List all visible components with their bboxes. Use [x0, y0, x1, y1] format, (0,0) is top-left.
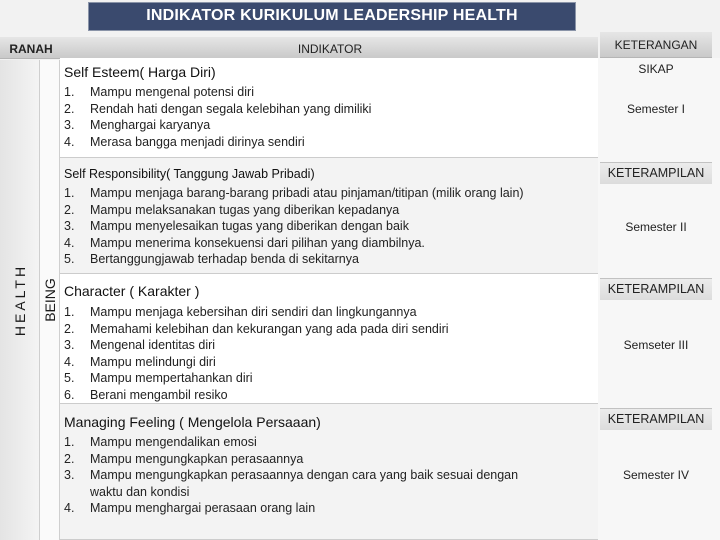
item-text: Mampu mengendalikan emosi	[90, 435, 257, 449]
keterangan-keterampilan: KETERAMPILAN	[600, 408, 712, 430]
item-number: 5.	[64, 371, 75, 385]
column-header-ranah: RANAH	[0, 37, 62, 59]
item-number: 1.	[64, 305, 75, 319]
item-number: 2.	[64, 321, 75, 336]
list-item	[64, 117, 594, 134]
item-number: 1.	[64, 85, 75, 99]
item-number: 4.	[64, 501, 75, 515]
list-item	[64, 101, 594, 118]
item-number: 3.	[64, 219, 75, 233]
item-text: Mampu melaksanakan tugas yang diberikan kepadanya	[90, 202, 400, 217]
semester-label: Semester IV	[622, 468, 690, 482]
item-text: Mampu mengenal potensi diri	[90, 85, 254, 99]
list-item	[64, 202, 594, 219]
item-number: 3.	[64, 338, 75, 352]
keterangan-keterampilan: KETERAMPILAN	[600, 162, 712, 184]
list-item	[64, 500, 594, 517]
column-header-indikator: INDIKATOR	[62, 37, 598, 59]
section-title: Managing Feeling ( Mengelola Persaaan)	[64, 414, 321, 430]
section-self-responsibility	[60, 158, 598, 274]
item-number: 3.	[64, 468, 75, 482]
item-text: Mampu mempertahankan diri	[90, 371, 253, 385]
list-item	[64, 387, 594, 404]
item-text: Mampu mengungkapkan perasaannya	[90, 451, 304, 466]
title-banner	[88, 2, 576, 31]
item-number: 1.	[64, 186, 75, 200]
semester-label: Semester I	[626, 102, 686, 116]
item-text: Bertanggungjawab terhadap benda di sekitarnya	[90, 252, 359, 266]
list-item	[64, 251, 594, 268]
section-title: Self Responsibility( Tanggung Jawab Pribadi)	[64, 167, 315, 181]
ranah-health-label: HEALTH	[11, 263, 28, 337]
column-header-keterangan: KETERANGAN	[600, 32, 712, 58]
indicator-list	[64, 185, 594, 268]
list-item	[64, 354, 594, 371]
ranah-being-label: BEING	[41, 278, 58, 322]
list-item	[64, 84, 594, 101]
list-item	[64, 218, 594, 235]
keterangan-sikap: SIKAP	[638, 62, 674, 76]
indicator-list	[64, 434, 594, 517]
item-number: 2.	[64, 101, 75, 116]
item-text: Mampu menjaga barang-barang pribadi atau pinjaman/titipan (milik orang lain)	[90, 186, 524, 200]
list-item	[64, 235, 594, 252]
ranah-being-column	[40, 60, 60, 540]
item-text: Mengenal identitas diri	[90, 338, 216, 352]
semester-label: Semseter III	[623, 338, 689, 352]
item-number: 5.	[64, 252, 75, 266]
item-number: 2.	[64, 451, 75, 466]
list-item	[64, 321, 594, 338]
item-text: Menghargai karyanya	[90, 118, 211, 132]
item-text: Mampu mengungkapkan perasaannya dengan cara yang baik sesuai dengan waktu dan kondisi	[90, 468, 519, 499]
item-text: Memahami kelebihan dan kekurangan yang ada pada diri sendiri	[90, 321, 449, 336]
item-number: 3.	[64, 118, 75, 132]
item-text: Mampu menerima konsekuensi dari pilihan yang diambilnya.	[90, 235, 425, 250]
list-item	[64, 467, 594, 500]
list-item	[64, 337, 594, 354]
section-self-esteem	[60, 58, 598, 158]
item-text: Mampu menghargai perasaan orang lain	[90, 501, 316, 515]
list-item	[64, 304, 594, 321]
item-text: Berani mengambil resiko	[90, 387, 228, 402]
list-item	[64, 434, 594, 451]
ranah-health-column	[0, 60, 40, 540]
list-item	[64, 185, 594, 202]
section-managing-feeling	[60, 404, 598, 540]
section-title: Character ( Karakter )	[64, 283, 200, 299]
section-character	[60, 274, 598, 404]
item-text: Mampu menyelesaikan tugas yang diberikan dengan baik	[90, 219, 409, 233]
list-item	[64, 134, 594, 151]
indicator-list	[64, 84, 594, 150]
item-number: 6.	[64, 387, 75, 402]
indicator-list	[64, 304, 594, 403]
page-title: INDIKATOR KURIKULUM LEADERSHIP HEALTH	[146, 7, 518, 24]
item-text: Rendah hati dengan segala kelebihan yang dimiliki	[90, 101, 372, 116]
item-number: 4.	[64, 354, 75, 369]
item-number: 1.	[64, 435, 75, 449]
item-text: Merasa bangga menjadi dirinya sendiri	[90, 134, 305, 149]
section-title: Self Esteem( Harga Diri)	[64, 64, 216, 80]
list-item	[64, 451, 594, 468]
item-number: 4.	[64, 134, 75, 149]
list-item	[64, 370, 594, 387]
item-text: Mampu melindungi diri	[90, 354, 216, 369]
semester-label: Semester II	[625, 220, 687, 234]
item-text: Mampu menjaga kebersihan diri sendiri dan lingkungannya	[90, 305, 417, 319]
keterangan-keterampilan: KETERAMPILAN	[600, 278, 712, 300]
item-number: 2.	[64, 202, 75, 217]
item-number: 4.	[64, 235, 75, 250]
